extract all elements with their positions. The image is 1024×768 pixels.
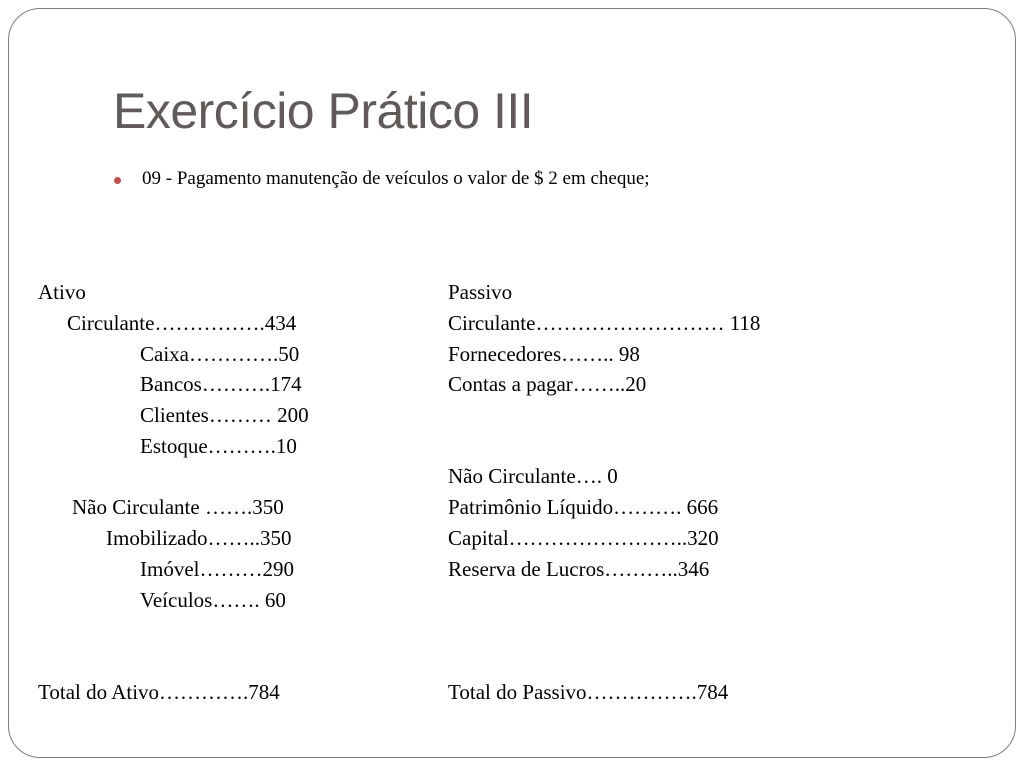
ativo-imovel: Imóvel………290 (140, 557, 294, 581)
passivo-reserva-lucros: Reserva de Lucros………..346 (448, 557, 710, 581)
passivo-nao-circulante: Não Circulante…. 0 (448, 464, 618, 488)
ativo-estoque: Estoque……….10 (140, 434, 297, 458)
bullet-icon (114, 177, 121, 184)
patrimonio-liquido: Patrimônio Líquido………. 666 (448, 495, 719, 519)
ativo-imobilizado: Imobilizado……..350 (106, 526, 292, 550)
ativo-caixa: Caixa………….50 (140, 342, 300, 366)
ativo-nao-circulante: Não Circulante …….350 (72, 495, 284, 519)
passivo-fornecedores: Fornecedores…….. 98 (448, 342, 640, 366)
ativo-clientes: Clientes……… 200 (140, 403, 309, 427)
passivo-capital: Capital……………………..320 (448, 526, 719, 550)
ativo-heading: Ativo (38, 280, 86, 304)
passivo-total: Total do Passivo…………….784 (448, 680, 729, 704)
slide-title: Exercício Prático III (113, 83, 534, 139)
passivo-heading: Passivo (448, 280, 513, 304)
bullet-text: 09 - Pagamento manutenção de veículos o valor de $ 2 em cheque; (142, 168, 650, 189)
ativo-veiculos: Veículos……. 60 (140, 588, 286, 612)
ativo-bancos: Bancos……….174 (140, 372, 302, 396)
passivo-circulante: Circulante……………………… 118 (448, 311, 761, 335)
ativo-total: Total do Ativo………….784 (38, 680, 280, 704)
passivo-contas-pagar: Contas a pagar……..20 (448, 372, 647, 396)
ativo-circulante: Circulante…………….434 (67, 311, 297, 335)
